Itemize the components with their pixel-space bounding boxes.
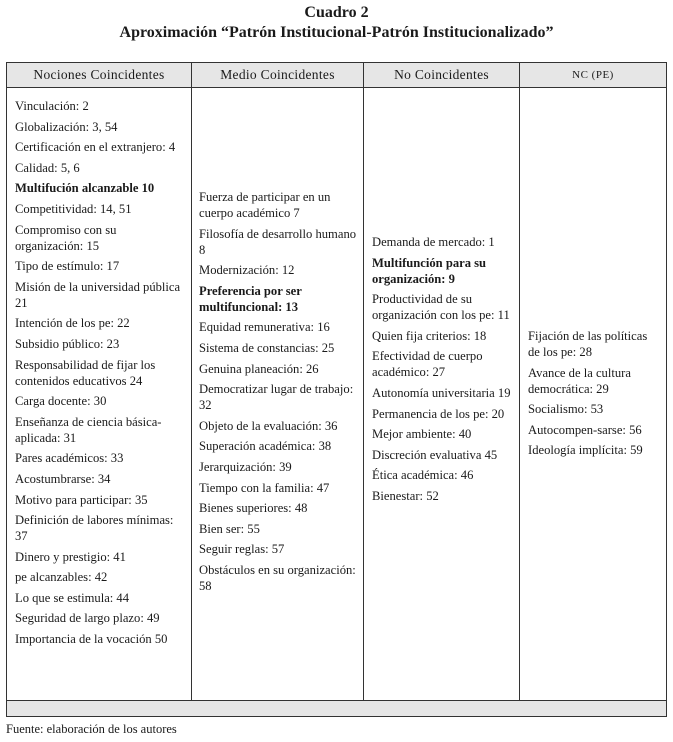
header-row (7, 63, 666, 88)
list-item: Acostumbrarse: 34 (15, 471, 111, 486)
header-medio-coincidentes: Medio Coincidentes (220, 67, 335, 82)
list-item: Autonomía universitaria 19 (372, 385, 511, 400)
comparison-table (6, 62, 667, 717)
list-item: Mejor ambiente: 40 (372, 427, 472, 442)
list-item: Bienes superiores: 48 (199, 501, 308, 516)
list-item: Competitividad: 14, 51 (15, 201, 132, 216)
list-item: Modernización: 12 (199, 263, 295, 278)
table-number: Cuadro 2 (304, 4, 369, 21)
list-item: Globalización: 3, 54 (15, 119, 118, 134)
list-item: Importancia de la vocación 50 (15, 632, 168, 647)
list-item: Bien ser: 55 (199, 521, 260, 536)
list-item: Permanencia de los pe: 20 (372, 406, 505, 421)
list-item: Vinculación: 2 (15, 99, 89, 113)
list-item: Fijación de las políticas de los pe: 28 (528, 329, 648, 359)
list-item: Efectividad de cuerpo académico: 27 (372, 349, 483, 380)
list-item: Sistema de constancias: 25 (199, 340, 335, 355)
header-no-coincidentes: No Coincidentes (394, 67, 489, 82)
column-nc-pe (528, 328, 662, 463)
column-divider (191, 63, 192, 701)
list-item: Pares académicos: 33 (15, 451, 124, 466)
column-no-coincidentes (372, 234, 514, 509)
source-note: Fuente: elaboración de los autores (6, 722, 177, 736)
list-item: Objeto de la evaluación: 36 (199, 418, 338, 433)
list-item: Equidad remunerativa: 16 (199, 320, 330, 335)
list-item: Intención de los pe: 22 (15, 316, 130, 331)
list-item: Compromiso con su organización: 15 (15, 222, 117, 253)
list-item: Demanda de mercado: 1 (372, 235, 495, 249)
list-item: Enseñanza de ciencia básica-aplicada: 31 (15, 414, 162, 445)
list-item: Jerarquización: 39 (199, 459, 292, 474)
list-item: Responsabilidad de fijar los contenidos educativos 24 (15, 357, 156, 388)
list-item: Superación académica: 38 (199, 439, 332, 454)
list-item: Fuerza de participar en un cuerpo académico 7 (199, 190, 331, 220)
list-item: Seguir reglas: 57 (199, 542, 285, 557)
column-medio-coincidentes (199, 189, 357, 599)
list-item: Subsidio público: 23 (15, 336, 120, 351)
list-item-highlighted: Preferencia por ser multifuncional: 13 (199, 283, 302, 314)
list-item: Ética académica: 46 (372, 468, 474, 483)
list-item: Motivo para participar: 35 (15, 492, 148, 507)
list-item: Filosofía de desarrollo humano 8 (199, 226, 357, 257)
footer-row (7, 700, 666, 716)
list-item: Certificación en el extranjero: 4 (15, 140, 176, 155)
list-item: Avance de la cultura democrática: 29 (528, 365, 631, 396)
list-item: Discreción evaluativa 45 (372, 447, 498, 462)
list-item: Dinero y prestigio: 41 (15, 549, 126, 564)
list-item: Bienestar: 52 (372, 488, 439, 503)
list-item: Seguridad de largo plazo: 49 (15, 611, 160, 626)
column-divider (519, 63, 520, 701)
column-nociones-coincidentes (15, 98, 185, 652)
list-item: Genuina planeación: 26 (199, 361, 319, 376)
list-item-highlighted: Multifunción para su organización: 9 (372, 255, 487, 286)
list-item: Calidad: 5, 6 (15, 160, 80, 175)
header-nociones-coincidentes: Nociones Coincidentes (33, 67, 165, 82)
list-item: Definición de labores mínimas: 37 (15, 513, 174, 544)
list-item: Socialismo: 53 (528, 402, 604, 417)
header-nc-pe: NC (PE) (572, 69, 614, 81)
list-item: Tiempo con la familia: 47 (199, 480, 330, 495)
list-item: Lo que se estimula: 44 (15, 590, 130, 605)
list-item: pe alcanzables: 42 (15, 570, 108, 585)
list-item-highlighted: Multifución alcanzable 10 (15, 181, 155, 196)
table-title: Aproximación “Patrón Institucional-Patrón Institucionalizado” (119, 24, 554, 41)
list-item: Democratizar lugar de trabajo: 32 (199, 382, 354, 413)
list-item: Productividad de su organización con los pe: 11 (372, 292, 510, 323)
list-item: Carga docente: 30 (15, 394, 107, 409)
list-item: Tipo de estímulo: 17 (15, 259, 120, 274)
list-item: Autocompen-sarse: 56 (528, 422, 642, 437)
list-item: Misión de la universidad pública 21 (15, 279, 181, 310)
list-item: Obstáculos en su organización: 58 (199, 562, 356, 593)
list-item: Ideología implícita: 59 (528, 443, 643, 458)
list-item: Quien fija criterios: 18 (372, 328, 487, 343)
column-divider (363, 63, 364, 701)
